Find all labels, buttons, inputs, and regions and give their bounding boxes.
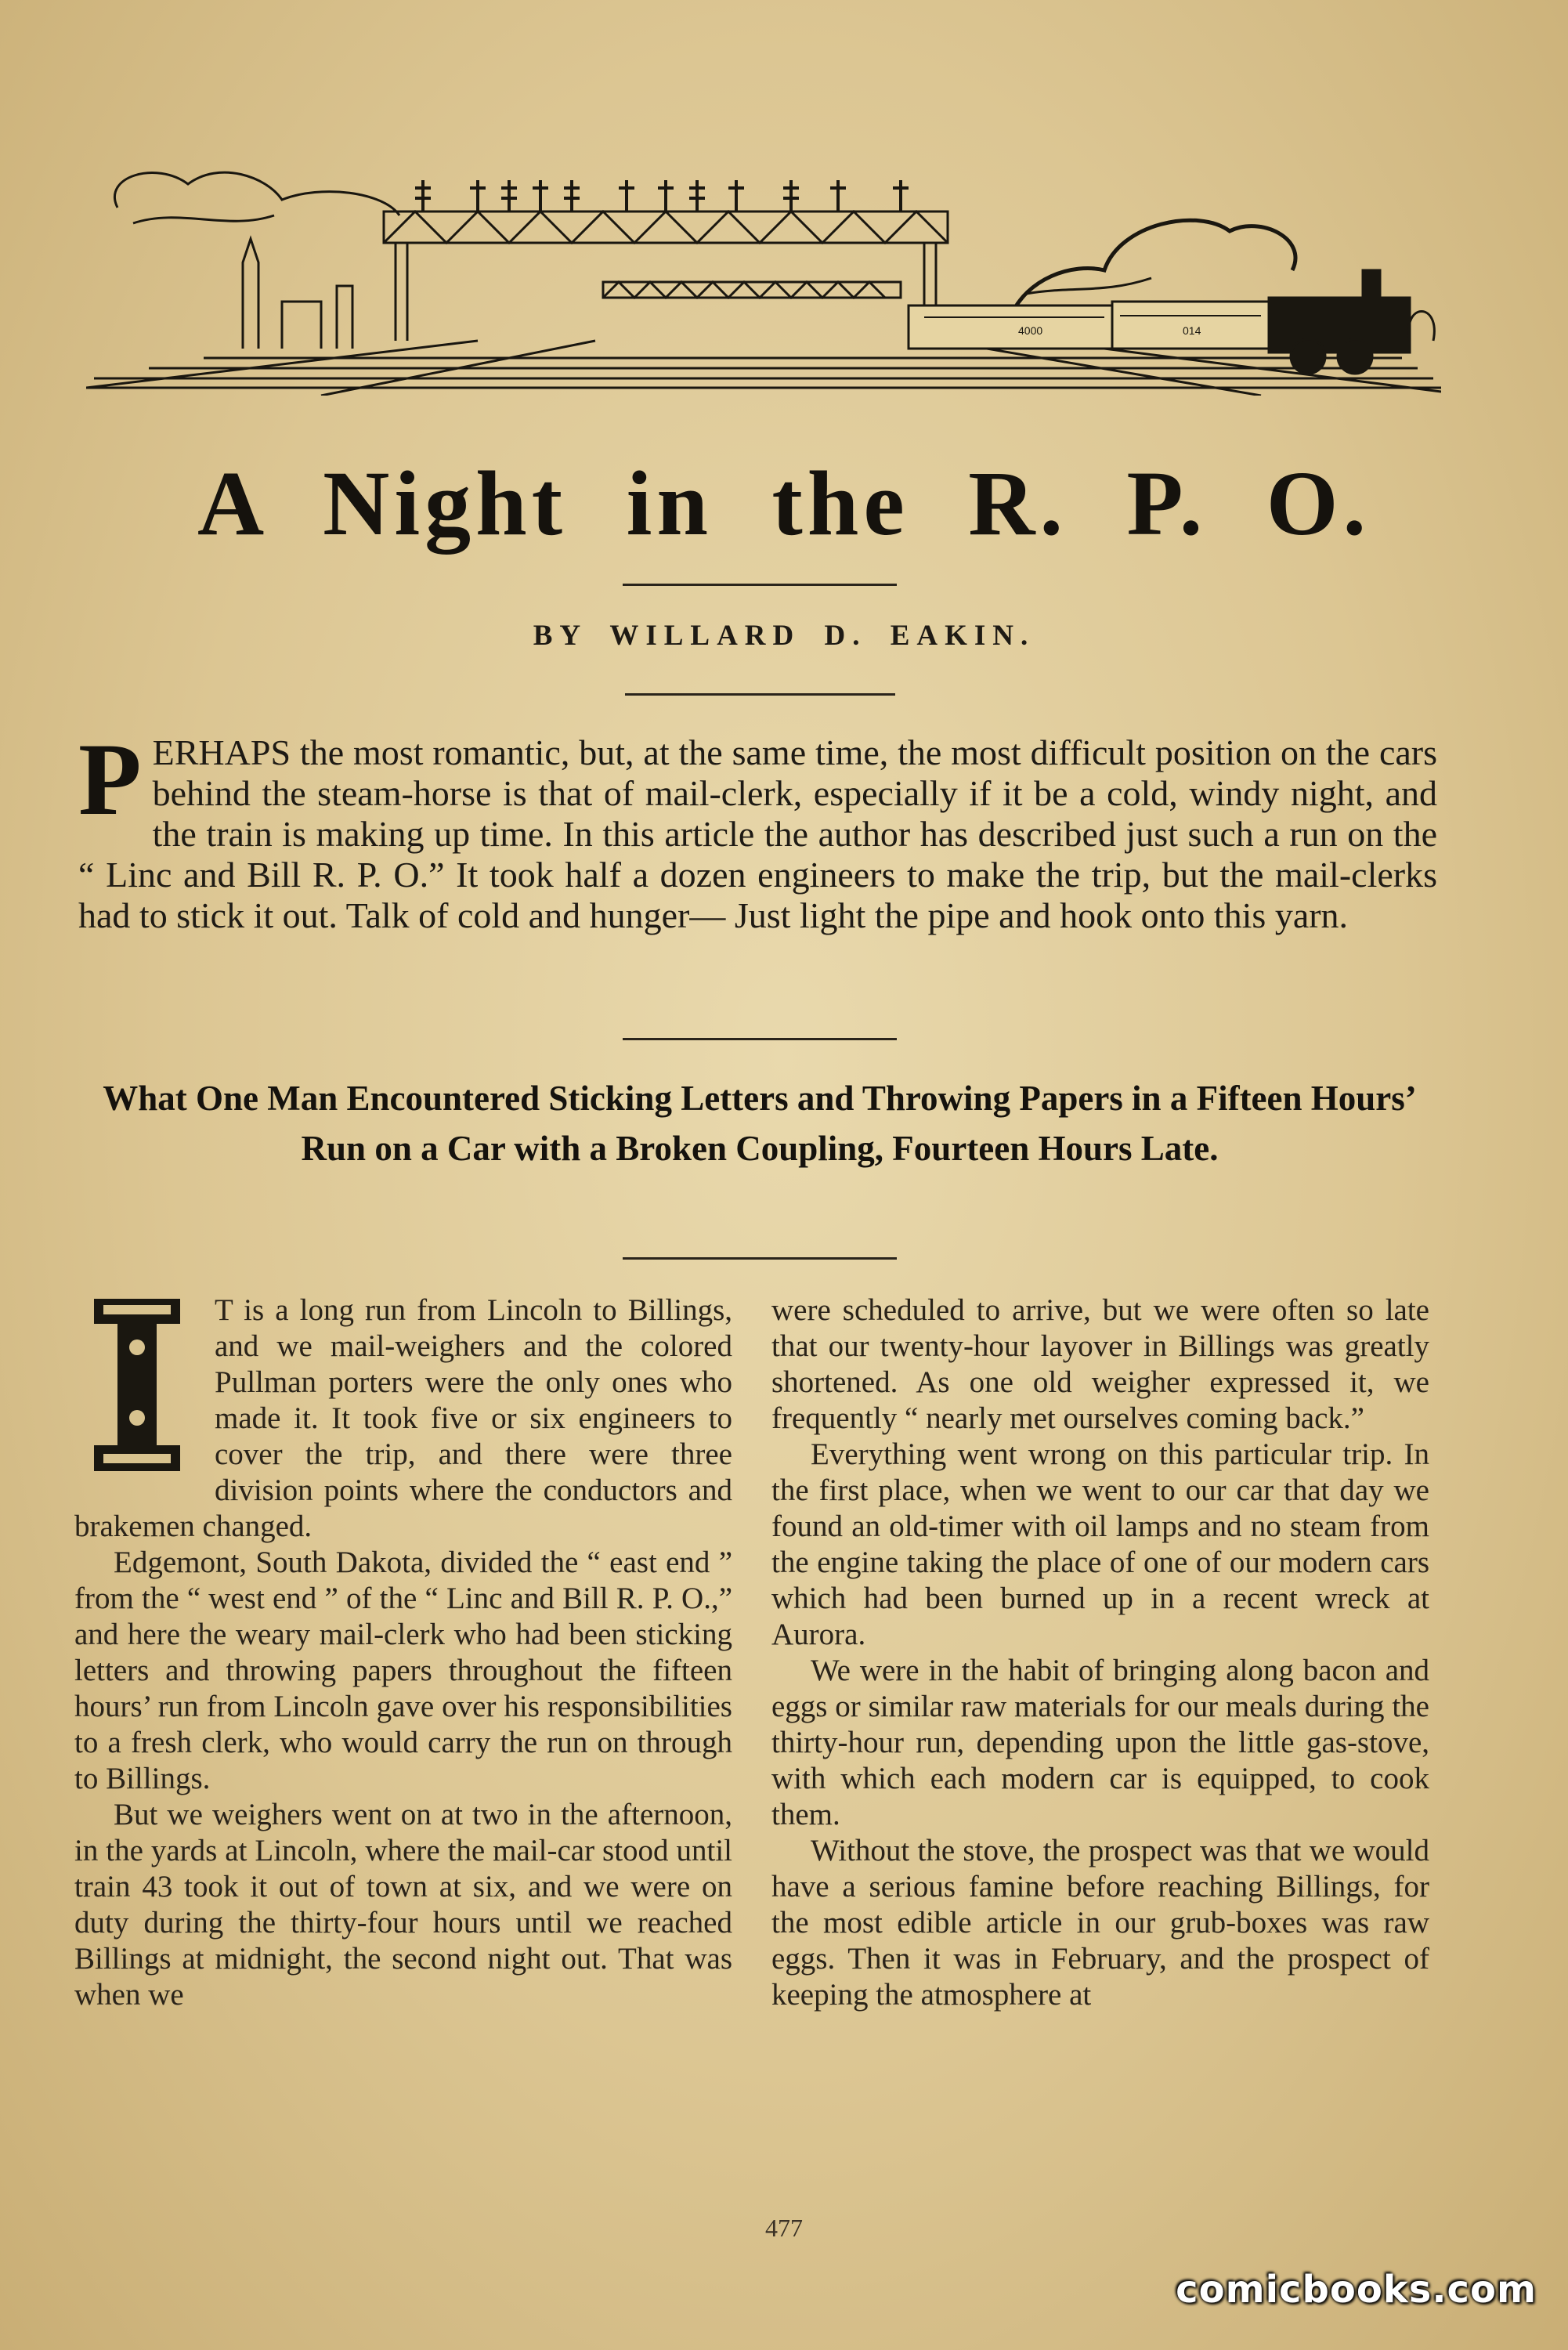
left-column	[70, 1292, 732, 2013]
intro-dropcap: P	[78, 721, 142, 837]
initial-letter: I	[70, 1292, 71, 1293]
paragraph: Edgemont, South Dakota, divided the “ east end ” from the “ west end ” of the “ Linc and Bill R. P. O.,” and here the weary mail-clerk who had been sticking letters and throwing papers throughout the fifteen hours’ run from Lincoln gave over his responsibilities to a fresh clerk, who would carry the run on through to Billings.	[74, 1546, 732, 1795]
divider	[623, 1038, 897, 1040]
author-byline: BY WILLARD D. EAKIN.	[533, 620, 1035, 652]
car-number-label: 4000	[1018, 324, 1043, 337]
car-number-label: 014	[1183, 324, 1201, 337]
article-title: A Night in the R. P. O.	[197, 452, 1371, 555]
paragraph: T is a long run from Lincoln to Billings, and we mail-weighers and the colored Pullman porters were the only ones who made it. It took five or six engineers to cover the trip, and there were three division points where the conductors and brakemen changed.	[74, 1293, 732, 1543]
site-watermark: comicbooks.com	[1176, 2268, 1537, 2312]
paragraph: Without the stove, the prospect was that we would have a serious famine before reaching Billings, for the most edible article in our grub-boxes was raw eggs. Then it was in February, and the prospect of keeping the atmosphere at	[771, 1834, 1429, 2012]
article-subheading: What One Man Encountered Sticking Letters and Throwing Papers in a Fifteen Hours’ Run on a Car with a Broken Coupling, Fourteen Hours Late.	[103, 1079, 1417, 1168]
ornamental-initial-I	[70, 1292, 204, 1477]
divider	[623, 1257, 897, 1260]
page-number: 477	[765, 2214, 803, 2242]
paragraph: But we weighers went on at two in the afternoon, in the yards at Lincoln, where the mail-car stood until train 43 took it out of town at six, and we were on duty during the thirty-four hours until we reached Billings at midnight, the second night out. That was when we	[74, 1798, 732, 2012]
right-column	[771, 1292, 1429, 2013]
paragraph: were scheduled to arrive, but we were often so late that our twenty-hour layover in Billings was greatly shortened. As one old weigher expressed it, we frequently “ nearly met ourselves coming back.”	[771, 1293, 1429, 1435]
intro-paragraph	[78, 721, 1437, 936]
railroad-yard-illustration	[86, 161, 1441, 396]
paragraph: Everything went wrong on this particular trip. In the first place, when we went to our car that day we found an old-timer with oil lamps and no steam from the engine taking the place of one of our modern cars which had been burned up in a recent wreck at Aurora.	[771, 1437, 1429, 1651]
paragraph: We were in the habit of bringing along bacon and eggs or similar raw materials for our meals during the thirty-hour run, depending upon the little gas-stove, with which each modern car is equipped, to cook them.	[771, 1654, 1429, 1831]
divider	[623, 584, 897, 586]
divider	[625, 693, 895, 696]
intro-text: ERHAPS the most romantic, but, at the same time, the most difficult position on the cars behind the steam-horse is that of mail-clerk, especially if it be a cold, windy night, and the train is making up time. In this article the author has described just such a run on the “ Linc and Bill R. P. O.” It took half a dozen engineers to make the trip, but the mail-clerks had to stick it out. Talk of cold and hunger— Just light the pipe and hook onto this yarn.	[78, 732, 1437, 935]
